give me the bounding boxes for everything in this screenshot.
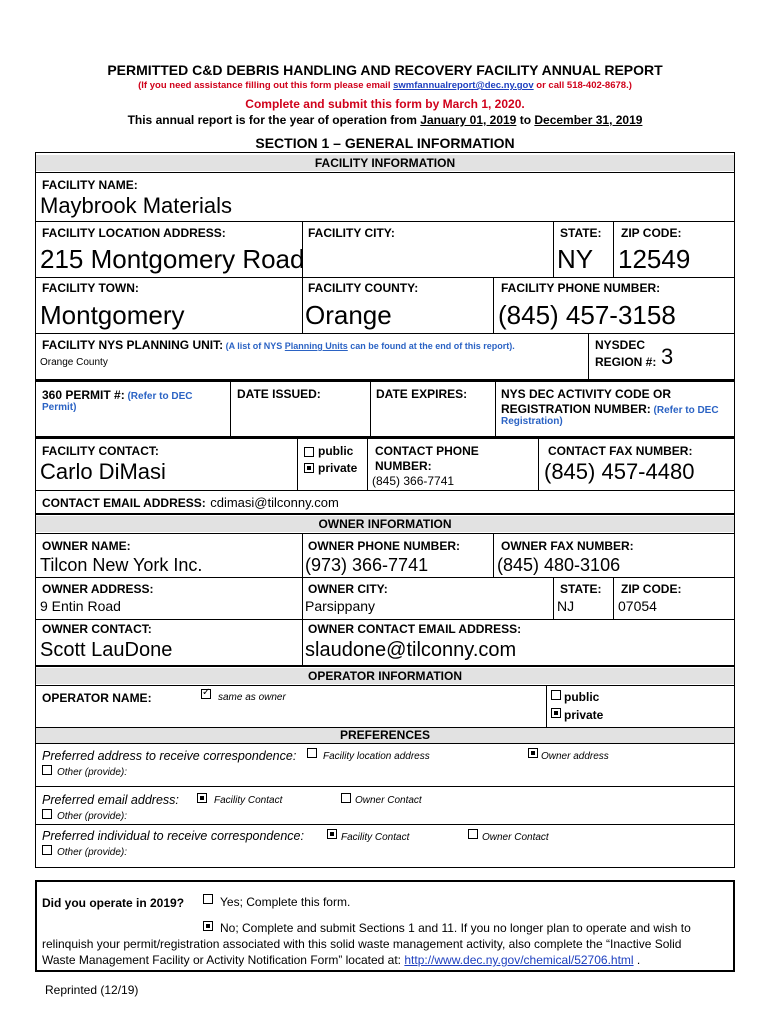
facility-state-field[interactable]: NY xyxy=(557,244,594,274)
facility-email-row xyxy=(42,494,339,512)
same-as-owner-label: same as owner xyxy=(218,692,286,703)
pref-address-facility-label: Facility location address xyxy=(323,751,430,762)
facility-info-bar: FACILITY INFORMATION xyxy=(36,155,734,171)
same-as-owner-checkbox[interactable] xyxy=(201,689,211,699)
reprinted-note: Reprinted (12/19) xyxy=(45,983,139,997)
facility-zip-field[interactable]: 12549 xyxy=(618,244,691,274)
owner-city-field[interactable]: Parsippany xyxy=(305,598,376,614)
report-period xyxy=(0,113,770,127)
operator-private-label: private xyxy=(564,708,604,722)
operator-private-checkbox[interactable] xyxy=(551,708,561,718)
contact-fax-label: CONTACT FAX NUMBER: xyxy=(548,444,693,458)
pref-individual-other-label: Other (provide): xyxy=(57,847,128,858)
activity-note: (Refer to DEC xyxy=(650,405,719,416)
period-start: January 01, 2019 xyxy=(420,113,517,127)
pref-address-owner-checkbox[interactable] xyxy=(528,748,538,758)
region-label-line2: REGION #: xyxy=(595,355,657,369)
region-field[interactable]: 3 xyxy=(661,344,674,369)
contact-fax-field[interactable]: (845) 457-4480 xyxy=(544,459,695,484)
owner-name-field[interactable]: Tilcon New York Inc. xyxy=(40,555,203,575)
permit-label xyxy=(42,388,193,402)
facility-address-label: FACILITY LOCATION ADDRESS: xyxy=(42,226,226,240)
pref-individual-owner-checkbox[interactable] xyxy=(468,829,478,839)
pref-email-other-label: Other (provide): xyxy=(57,811,128,822)
facility-city-label: FACILITY CITY: xyxy=(308,226,395,240)
owner-phone-label: OWNER PHONE NUMBER: xyxy=(308,539,460,553)
owner-contact-field[interactable]: Scott LauDone xyxy=(40,639,173,661)
activity-code-label-2: REGISTRATION NUMBER: (Refer to DEC xyxy=(501,402,719,416)
assist-phone: or call 518-402-8678.) xyxy=(533,80,632,91)
facility-county-label: FACILITY COUNTY: xyxy=(308,281,419,295)
owner-zip-label: ZIP CODE: xyxy=(621,582,682,596)
pref-email-facility-label: Facility Contact xyxy=(214,795,283,806)
operate-question: Did you operate in 2019? xyxy=(42,896,185,910)
facility-state-label: STATE: xyxy=(560,226,602,240)
assist-text: (If you need assistance filling out this form please email xyxy=(138,80,394,91)
facility-name-label: FACILITY NAME: xyxy=(42,178,138,192)
date-expires-label: DATE EXPIRES: xyxy=(376,387,468,401)
operator-public-checkbox[interactable] xyxy=(551,690,561,700)
owner-info-bar: OWNER INFORMATION xyxy=(36,516,734,532)
owner-name-label: OWNER NAME: xyxy=(42,539,131,553)
owner-zip-field[interactable]: 07054 xyxy=(618,598,657,614)
facility-phone-field[interactable]: (845) 457-3158 xyxy=(498,300,676,330)
region-label-line1: NYSDEC xyxy=(595,338,646,352)
owner-contact-label: OWNER CONTACT: xyxy=(42,622,152,636)
pref-individual-other-checkbox[interactable] xyxy=(42,845,52,855)
date-issued-label: DATE ISSUED: xyxy=(237,387,321,401)
operator-info-bar: OPERATOR INFORMATION xyxy=(36,668,734,684)
planning-unit-field[interactable]: Orange County xyxy=(40,357,108,368)
contact-phone-label-1: CONTACT PHONE xyxy=(375,444,479,458)
pref-individual-owner-label: Owner Contact xyxy=(482,832,549,843)
facility-zip-label: ZIP CODE: xyxy=(621,226,682,240)
facility-town-field[interactable]: Montgomery xyxy=(40,300,185,330)
pref-email-owner-checkbox[interactable] xyxy=(341,793,351,803)
planning-label-text: FACILITY NYS PLANNING UNIT: xyxy=(42,338,224,352)
contact-phone-field[interactable]: (845) 366-7741 xyxy=(372,474,455,488)
owner-state-field[interactable]: NJ xyxy=(557,598,575,614)
planning-unit-label xyxy=(42,338,515,352)
facility-email-field[interactable]: cdimasi@tilconny.com xyxy=(210,495,339,510)
facility-contact-field[interactable]: Carlo DiMasi xyxy=(40,459,166,484)
pref-address-other-checkbox[interactable] xyxy=(42,765,52,775)
pref-email-facility-checkbox[interactable] xyxy=(197,793,207,803)
period-text: This annual report is for the year of operation from xyxy=(127,113,421,127)
activity-code-label-1: NYS DEC ACTIVITY CODE OR xyxy=(501,387,672,401)
assistance-line xyxy=(0,80,770,91)
period-mid: to xyxy=(516,113,535,127)
pref-email-question: Preferred email address: xyxy=(42,793,179,807)
pref-address-question: Preferred address to receive correspondence: xyxy=(42,749,297,763)
owner-fax-label: OWNER FAX NUMBER: xyxy=(501,539,634,553)
inactive-form-link[interactable]: http://www.dec.ny.gov/chemical/52706.html xyxy=(404,953,634,967)
operate-no-line2: relinquish your permit/registration associated with this solid waste management activity, also complete the “Inactive Solid xyxy=(42,937,682,951)
operate-no-checkbox[interactable] xyxy=(203,921,213,931)
pref-address-owner-label: Owner address xyxy=(541,751,609,762)
facility-town-label: FACILITY TOWN: xyxy=(42,281,139,295)
operate-no-line1: No; Complete and submit Sections 1 and 11. If you no longer plan to operate and wish to xyxy=(220,921,691,935)
facility-email-label: CONTACT EMAIL ADDRESS: xyxy=(42,496,206,510)
permit-note: (Refer to DEC xyxy=(124,391,193,402)
deadline: Complete and submit this form by March 1, 2020. xyxy=(245,97,525,111)
operate-no-line3: Waste Management Facility or Activity Notification Form” located at: http://www.dec.ny.gov/chemical/52706.html . xyxy=(42,953,641,967)
contact-private-checkbox[interactable] xyxy=(304,463,314,473)
facility-address-field[interactable]: 215 Montgomery Road xyxy=(40,244,305,274)
contact-phone-label-2: NUMBER: xyxy=(375,459,432,473)
operate-yes-label: Yes; Complete this form. xyxy=(220,895,351,909)
owner-email-label: OWNER CONTACT EMAIL ADDRESS: xyxy=(308,622,522,636)
pref-address-facility-checkbox[interactable] xyxy=(307,748,317,758)
contact-private-label: private xyxy=(318,461,358,475)
pref-individual-facility-checkbox[interactable] xyxy=(327,829,337,839)
planning-note: (A list of NYS Planning Units can be found at the end of this report). xyxy=(223,341,515,351)
section-title: SECTION 1 – GENERAL INFORMATION xyxy=(255,135,515,151)
pref-address-other-label: Other (provide): xyxy=(57,767,128,778)
operate-yes-checkbox[interactable] xyxy=(203,894,213,904)
facility-phone-label: FACILITY PHONE NUMBER: xyxy=(501,281,661,295)
form-title: PERMITTED C&D DEBRIS HANDLING AND RECOVERY FACILITY ANNUAL REPORT xyxy=(107,62,663,78)
pref-email-owner-label: Owner Contact xyxy=(355,795,422,806)
owner-email-field[interactable]: slaudone@tilconny.com xyxy=(305,639,517,661)
owner-address-field[interactable]: 9 Entin Road xyxy=(40,598,121,614)
owner-city-label: OWNER CITY: xyxy=(308,582,388,596)
contact-public-checkbox[interactable] xyxy=(304,447,314,457)
preferences-bar: PREFERENCES xyxy=(36,728,734,743)
operator-public-label: public xyxy=(564,690,600,704)
activity-note-2: Registration) xyxy=(501,416,563,427)
pref-email-other-checkbox[interactable] xyxy=(42,809,52,819)
assist-email-link[interactable]: swmfannualreport@dec.ny.gov xyxy=(393,80,534,91)
pref-individual-facility-label: Facility Contact xyxy=(341,832,410,843)
operator-name-label: OPERATOR NAME: xyxy=(42,691,152,705)
pref-individual-question: Preferred individual to receive correspondence: xyxy=(42,829,304,843)
owner-fax-field[interactable]: (845) 480-3106 xyxy=(497,555,621,575)
planning-units-link[interactable]: Planning Units xyxy=(284,341,348,351)
facility-name-field[interactable]: Maybrook Materials xyxy=(40,193,232,218)
owner-address-label: OWNER ADDRESS: xyxy=(42,582,154,596)
owner-state-label: STATE: xyxy=(560,582,602,596)
facility-contact-label: FACILITY CONTACT: xyxy=(42,444,159,458)
owner-phone-field[interactable]: (973) 366-7741 xyxy=(305,555,429,575)
contact-public-label: public xyxy=(318,444,354,458)
permit-note-2: Permit) xyxy=(42,402,77,413)
period-end: December 31, 2019 xyxy=(534,113,643,127)
facility-county-field[interactable]: Orange xyxy=(305,300,392,330)
permit-label-text: 360 PERMIT #: xyxy=(42,388,125,402)
